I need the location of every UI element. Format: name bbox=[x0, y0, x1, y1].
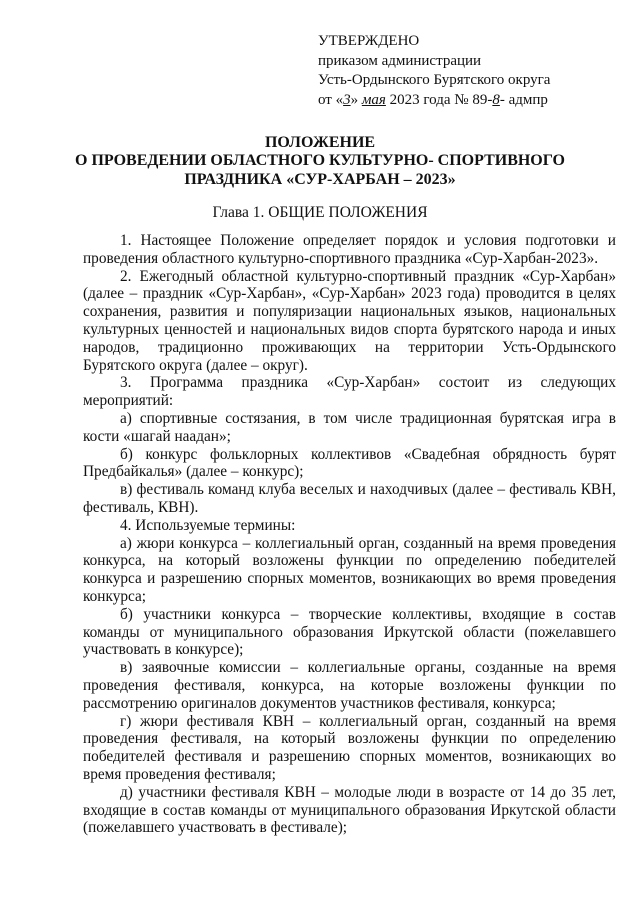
handwritten-number: 8 bbox=[492, 91, 500, 108]
list-item-3b: б) конкурс фольклорных коллективов «Свадебная обрядность бурят Предбайкалья» (далее – конкурс); bbox=[83, 445, 616, 481]
date-year: 2023 года № 89- bbox=[385, 91, 493, 108]
paragraph-1: 1. Настоящее Положение определяет порядок и условия подготовки и проведения областного культурно-спортивного праздника «Сур-Харбан-2023». bbox=[83, 232, 616, 267]
date-mid: » bbox=[350, 91, 362, 108]
approval-line-2: Усть-Ордынского Бурятского округа bbox=[318, 72, 551, 88]
approval-heading: УТВЕРЖДЕНО bbox=[318, 33, 420, 49]
date-suffix: - адмпр bbox=[499, 91, 548, 108]
list-item-3c: в) фестиваль команд клуба веселых и находчивых (далее – фестиваль КВН, фестиваль, КВН). bbox=[83, 481, 616, 516]
list-item-4a: а) жюри конкурса – коллегиальный орган, созданный на время проведения конкурса, на который возложены функции по определению победителей конкурса и разрешению спорных моментов, возникающих во время проведения конкурса; bbox=[83, 534, 616, 605]
paragraph-2: 2. Ежегодный областной культурно-спортивный праздник «Сур-Харбан» (далее – праздник «Сур-Харбан», «Сур-Харбан» 2023 года) проводится в целях сохранения, развития и популяризации национальных языков, национальных культурных ценностей и национальных видов спорта бурятского народа и иных народов, традиционно проживающих на территории Усть-Ордынского Бурятского округа (далее – округ). bbox=[83, 267, 616, 374]
document-title: ПОЛОЖЕНИЕ bbox=[264, 134, 376, 151]
list-item-4b: б) участники конкурса – творческие коллективы, входящие в состав команды от муниципального образования Иркутской области (пожелавшего участвовать в конкурсе); bbox=[83, 605, 616, 659]
paragraph-4: 4. Используемые термины: bbox=[120, 516, 296, 534]
approval-date-line bbox=[318, 91, 550, 111]
date-prefix: от « bbox=[318, 91, 344, 108]
list-item-4d: г) жюри фестиваля КВН – коллегиальный орган, созданный на время проведения фестиваля, на который возложены функции по определению победителей фестиваля и разрешению спорных моментов, возникающих во время проведения фестиваля; bbox=[83, 712, 616, 783]
document-title-line-2: О ПРОВЕДЕНИИ ОБЛАСТНОГО КУЛЬТУРНО- СПОРТИВНОГО bbox=[75, 152, 565, 169]
document-title-line-3: ПРАЗДНИКА «СУР-ХАРБАН – 2023» bbox=[184, 171, 456, 188]
paragraph-3: 3. Программа праздника «Сур-Харбан» состоит из следующих мероприятий: bbox=[83, 374, 616, 410]
handwritten-month: мая bbox=[361, 91, 386, 108]
handwritten-day: 3 bbox=[343, 91, 351, 108]
list-item-4c: в) заявочные комиссии – коллегиальные органы, созданные на время проведения фестиваля, конкурса, на которые возложены функции по рассмотрению оригиналов документов участников фестиваля, конкурса; bbox=[83, 659, 616, 712]
chapter-heading: Глава 1. ОБЩИЕ ПОЛОЖЕНИЯ bbox=[212, 204, 428, 221]
approval-line-1: приказом администрации bbox=[318, 52, 482, 69]
list-item-4e: д) участники фестиваля КВН – молодые люди в возрасте от 14 до 35 лет, входящие в состав команды от муниципального образования Иркутской области (пожелавшего участвовать в фестивале); bbox=[83, 783, 616, 837]
document-body bbox=[83, 232, 616, 837]
approval-stamp bbox=[318, 32, 550, 110]
list-item-3a: а) спортивные состязания, в том числе традиционная бурятская игра в кости «шагай наадан»; bbox=[83, 409, 616, 445]
